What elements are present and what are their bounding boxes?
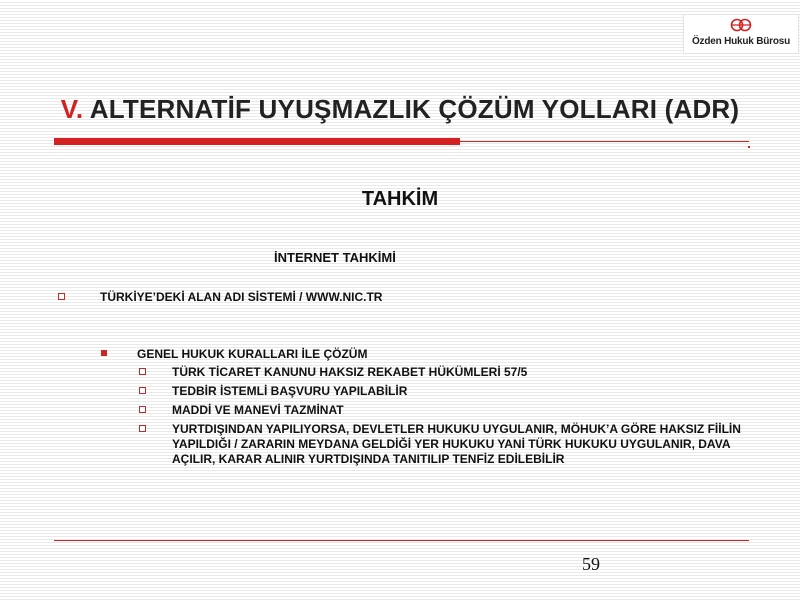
bullet-level3-marker: [139, 406, 146, 413]
bullet-level2-text: GENEL HUKUK KURALLARI İLE ÇÖZÜM: [137, 347, 368, 361]
bullet-level3-text: YURTDIŞINDAN YAPILIYORSA, DEVLETLER HUKUKU UYGULANIR, MÖHUK’A GÖRE HAKSIZ FİİLİN YAPILDIĞI / ZARARIN MEYDANA GELDİĞİ YER HUKUKU YANİ TÜRK HUKUKU UYGULANIR, DAVA AÇILIR, KARAR ALINIR YURTDIŞINDA TANITILIP TENFİZ EDİLEBİLİR: [172, 422, 741, 466]
section-heading: İNTERNET TAHKİMİ: [274, 250, 396, 265]
page-number: 59: [582, 554, 600, 574]
firm-logo: [683, 14, 799, 54]
footer-line: [54, 540, 749, 541]
title-underline-thin: [460, 141, 749, 142]
bullet-level2-marker: [101, 350, 107, 356]
slide-subtitle: TAHKİM: [361, 188, 439, 210]
slide-title: [0, 94, 800, 125]
title-numeral: V.: [60, 94, 84, 124]
title-underline-dot: [748, 146, 750, 148]
bullet-level3-text: TÜRK TİCARET KANUNU HAKSIZ REKABET HÜKÜMLERİ 57/5: [172, 365, 528, 379]
bullet-level3-marker: [139, 387, 146, 394]
bullet-level3-text: TEDBİR İSTEMLİ BAŞVURU YAPILABİLİR: [172, 384, 408, 398]
bullet-level3-text: MADDİ VE MANEVİ TAZMİNAT: [172, 403, 344, 417]
title-underline-thick: [54, 138, 460, 145]
bullet-level3-marker: [139, 425, 146, 432]
bullet-level1-text: TÜRKİYE’DEKİ ALAN ADI SİSTEMİ / WWW.NIC.TR: [100, 290, 383, 304]
bullet-level1-marker: [58, 293, 65, 300]
logo-mark-icon: [730, 18, 752, 32]
bullet-level3-marker: [139, 368, 146, 375]
logo-text: Özden Hukuk Bürosu: [691, 36, 791, 47]
title-text: ALTERNATİF UYUŞMAZLIK ÇÖZÜM YOLLARI (ADR): [83, 94, 740, 124]
